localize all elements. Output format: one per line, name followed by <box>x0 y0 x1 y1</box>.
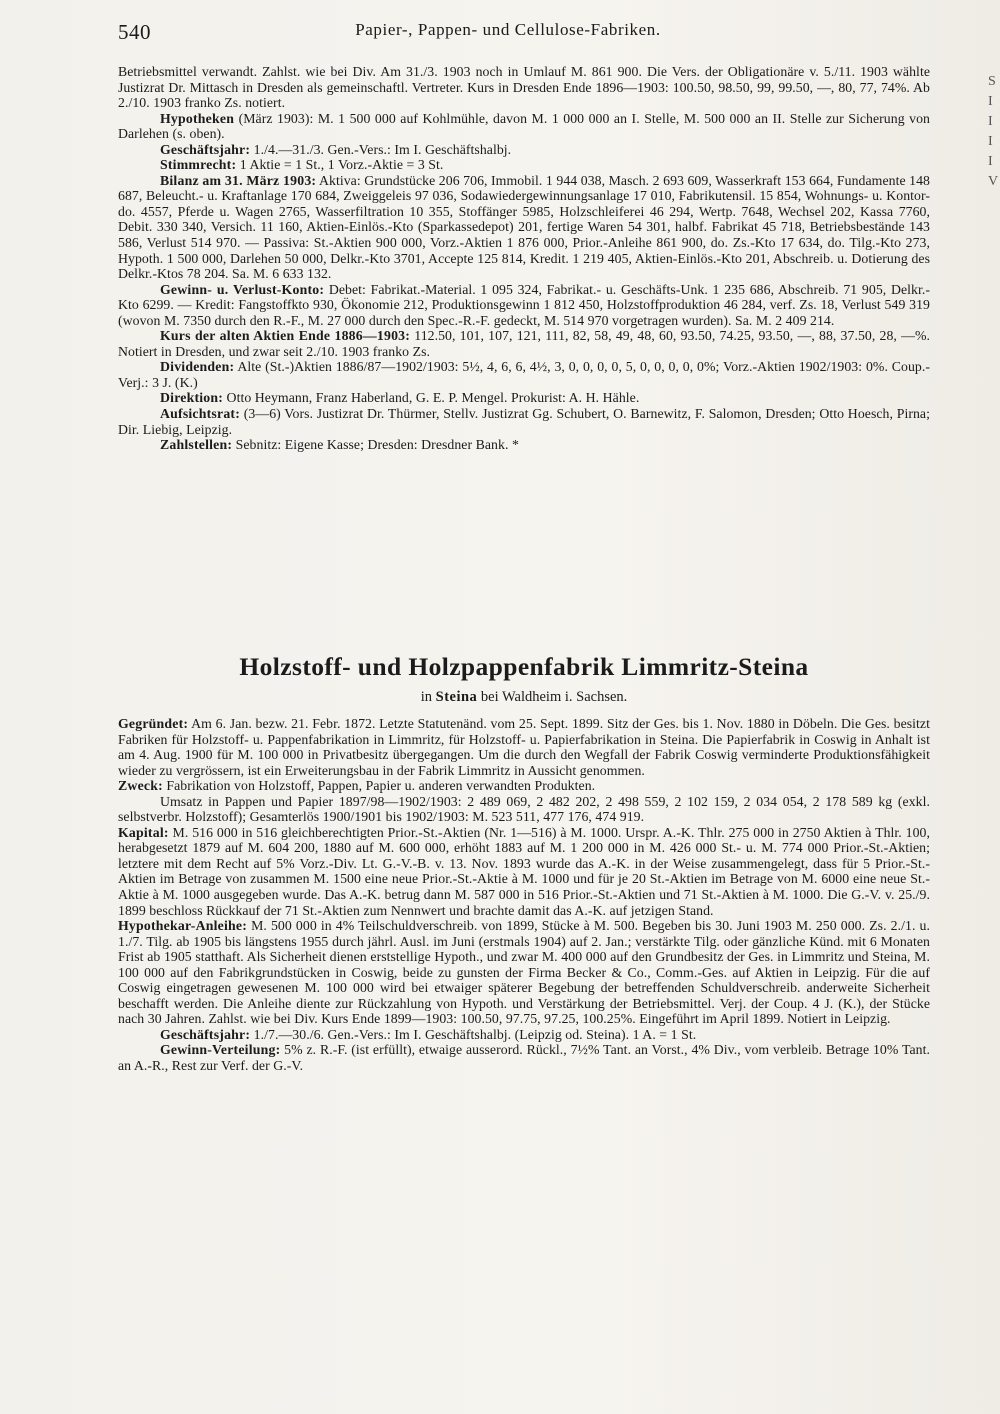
entry-paragraph-aufsichtsrat: Aufsichtsrat: (3—6) Vors. Justizrat Dr. Thürmer, Stellv. Justizrat Gg. Schubert, O. Barnewitz, F. Salomon, Dresden; Otto Hoesch, Pirna; Dir. Liebig, Leipzig. <box>118 406 930 437</box>
entry-paragraph-zahlstellen: Zahlstellen: Sebnitz: Eigene Kasse; Dresden: Dresdner Bank. * <box>160 437 519 453</box>
entry-paragraph-hypotheken: Hypotheken (März 1903): M. 1 500 000 auf Kohlmühle, davon M. 1 000 000 an I. Stelle, M. 500 000 an II. Stelle zur Sicherung von Darlehen (s. oben). <box>118 110 930 142</box>
entry-paragraph-gegruendet: Gegründet: Am 6. Jan. bezw. 21. Febr. 1872. Letzte Statutenänd. vom 25. Sept. 1899. Sitz der Ges. bis 1. Nov. 1880 in Döbeln. Die Ges. besitzt Fabriken für Holzstoff- u. Pappenfabrikation in Limmritz, für Holzstoff- u. Papierfabrikation in Steina. Die Papierfabrik in Coswig in Anhalt ist am 4. Aug. 1900 für M. 100 000 in Privatbesitz übergegangen. Um die durch den Wegfall der Fabrik Coswig verminderte Produktionsfähigkeit wieder zu vergrössern, ist ein Erweiterungsbau in der Fabrik Limmritz in Aussicht genommen. <box>118 716 930 778</box>
adjacent-page-edge <box>988 72 998 192</box>
company-title: Holzstoff- und Holzpappenfabrik Limmritz-Steina <box>239 652 809 681</box>
edge-char: I <box>988 134 993 149</box>
edge-char: V <box>988 174 999 189</box>
entry-paragraph: Betriebsmittel verwandt. Zahlst. wie bei Div. Am 31./3. 1903 noch in Umlauf M. 861 900. Die Vers. der Obligationäre v. 5./11. 1903 wählte Justizrat Dr. Mittasch in Dresden als gemeinschaftl. Vertreter. Kurs in Dresden Ende 1896—1903: 100.50, 98.50, 99, 99.50, —, 80, 77, 74%. Ab 2./10. 1903 franko Zs. notiert. <box>118 64 930 111</box>
entry-paragraph-zweck: Zweck: Fabrikation von Holzstoff, Pappen, Papier u. anderen verwandten Produkten. <box>118 778 596 794</box>
entry-paragraph-geschaeftsjahr-2: Geschäftsjahr: 1./7.—30./6. Gen.-Vers.: Im I. Geschäftshalbj. (Leipzig od. Steina). 1 A. = 1 St. <box>160 1026 697 1042</box>
company-entry-limmritz-steina <box>118 716 930 1074</box>
edge-char: I <box>988 114 993 129</box>
entry-paragraph-kurs: Kurs der alten Aktien Ende 1886—1903: 112.50, 101, 107, 121, 111, 82, 58, 49, 48, 60, 93.50, 74.25, 93.50, —, 88, 37.50, 28, —%. Notiert in Dresden, und zwar seit 2./10. 1903 franko Zs. <box>118 328 930 359</box>
entry-paragraph-hypothekar-anleihe: Hypothekar-Anleihe: M. 500 000 in 4% Teilschuldverschreib. von 1899, Stücke à M. 500. Begeben bis 30. Juni 1903 M. 250 000. Zs. 2./1. u. 1./7. Tilg. ab 1905 bis längstens 1955 durch jährl. Ausl. im Juni (erstmals 1904) auf 2. Jan.; verstärkte Tilg. oder gänzliche Künd. mit 6 Monaten Frist ab 1905 statthaft. Als Sicherheit dienen erststellige Hypoth., und zwar M. 400 000 auf den Grundbesitz der Ges. in Limmritz und Steina, M. 100 000 auf den Fabrikgrundstücken in Coswig, beide zu gunsten der Firma Becker & Co., Comm.-Ges. auf Aktien in Leipzig. Für die auf Coswig eingetragen gewesenen M. 100 000 wird bei etwaiger späterer Begebung der betreffenden Schuldverschreib. anderweite Sicherheit beschafft werden. Die Anleihe diente zur Rückzahlung von Hypoth. und Verstärkung der Betriebsmittel. Verj. der Coup. 4 J. (K.), der Stücke nach 30 Jahren. Zahlst. wie bei Div. Kurs Ende 1899—1903: 100.50, 97.75, 97.25, 100.25%. Eingeführt im April 1899. Notiert in Leipzig. <box>118 918 930 1027</box>
company-location: in Steina bei Waldheim i. Sachsen. <box>420 689 628 705</box>
entry-paragraph-dividenden: Dividenden: Alte (St.-)Aktien 1886/87—1902/1903: 5½, 4, 6, 6, 4½, 3, 0, 0, 0, 0, 5, 0, 0, 0, 0, 0%; Vorz.-Aktien 1902/1903: 0%. Coup.-Verj.: 3 J. (K.) <box>118 359 930 390</box>
entry-paragraph-direktion: Direktion: Otto Heymann, Franz Haberland, G. E. P. Mengel. Prokurist: A. H. Hähle. <box>160 390 640 406</box>
edge-char: I <box>988 94 993 109</box>
entry-paragraph-gewinn-verteilung: Gewinn-Verteilung: 5% z. R.-F. (ist erfüllt), etwaige ausserord. Rückl., 7½% Tant. an Vorst., 4% Div., vom verbleib. Betrage 10% Tant. an A.-R., Rest zur Verf. der G.-V. <box>118 1042 930 1074</box>
page-header <box>118 20 898 50</box>
entry-paragraph-bilanz: Bilanz am 31. März 1903: Aktiva: Grundstücke 206 706, Immobil. 1 944 038, Masch. 2 693 609, Wasserkraft 153 664, Fundamente 148 687, Beleucht.- u. Kraftanlage 170 684, Zweiggeleis 97 036, Sodawiedergewinnungsanlage 17 010, Fabrikutensil. 15 854, Wohnungs- u. Kontor-do. 4557, Pferde u. Wagen 2765, Wasserfiltration 10 355, Stoffänger 5985, Holzschleiferei 46 294, Wertp. 7648, Wechsel 202, Kassa 7760, Debit. 330 340, Versich. 11 160, Aktien-Einlös.-Kto (Sparkassedepot) 201, fertige Waren 54 301, halbf. Fabrikat 45 718, Betriebsbestände 143 586, Verlust 514 970. — Passiva: St.-Aktien 900 000, Vorz.-Aktien 1 876 000, Prior.-Anleihe 861 900, do. Zs.-Kto 17 634, do. Tilg.-Kto 273, Hypoth. 1 500 000, Darlehen 50 000, Delkr.-Kto 3701, Accepte 125 814, Kredit. 1 219 405, Aktien-Einlös.-Kto 201, Abschreib. u. Dotierung des Delkr.-Ktos 78 204. Sa. M. 6 633 132. <box>118 172 930 282</box>
continued-company-entry <box>118 64 930 453</box>
entry-paragraph-stimmrecht: Stimmrecht: 1 Aktie = 1 St., 1 Vorz.-Aktie = 3 St. <box>160 157 444 173</box>
entry-paragraph-geschaeftsjahr: Geschäftsjahr: 1./4.—31./3. Gen.-Vers.: Im I. Geschäftshalbj. <box>160 141 512 157</box>
entry-paragraph-umsatz: Umsatz in Pappen und Papier 1897/98—1902/1903: 2 489 069, 2 482 202, 2 498 559, 2 102 159, 2 034 054, 2 178 589 kg (exkl. selbstverbr. Holzstoff); Gesamterlös 1900/1901 bis 1902/1903: M. 523 511, 477 176, 474 919. <box>118 793 930 825</box>
edge-char: S <box>988 74 996 89</box>
entry-paragraph-gewinn-verlust: Gewinn- u. Verlust-Konto: Debet: Fabrikat.-Material. 1 095 324, Fabrikat.- u. Geschäfts-Unk. 1 235 686, Abschreib. 71 905, Delkr.-Kto 6299. — Kredit: Fangstoffkto 930, Ökonomie 212, Produktionsgewinn 1 812 450, Holzstoffproduktion 46 284, verf. Zs. 18, Verlust 549 319 (wovon M. 7350 durch den R.-F., M. 27 000 durch den Spec.-R.-F. gedeckt, M. 514 970 vorgetragen wurden). Sa. M. 2 409 214. <box>118 281 930 328</box>
page-number: 540 <box>118 20 151 44</box>
running-title: Papier-, Pappen- und Cellulose-Fabriken. <box>355 20 661 39</box>
edge-char: I <box>988 154 993 169</box>
entry-paragraph-kapital: Kapital: M. 516 000 in 516 gleichberechtigten Prior.-St.-Aktien (Nr. 1—516) à M. 1000. Urspr. A.-K. Thlr. 275 000 in 2750 Aktien à Thlr. 100, herabgesetzt 1879 auf M. 604 200, 1880 auf M. 600 000, erhöht 1883 auf M. 1 200 000 in M. 426 000 St.- u. M. 774 000 Prior.-St.-Aktien; letztere mit dem Recht auf 5% Vorz.-Div. Lt. G.-V.-B. v. 13. Nov. 1893 wurde das A.-K. in der Weise zusammengelegt, dass für 5 Prior.-St.-Aktien im Betrage von zusammen M. 1500 eine neue Prior.-St.-Aktie à M. 1000 und für je 20 St.-Aktien im Betrage von M. 6000 eine neue St.-Aktie à M. 1000 ausgegeben wurde. Das A.-K. betrug dann M. 587 000 in 516 Prior.-St.-Aktien und 71 St.-Aktien à M. 1000. Die G.-V. v. 25./9. 1899 beschloss Rückkauf der 71 St.-Aktien zum Nennwert und brachte damit das A.-K. auf jetzigen Stand. <box>118 824 930 918</box>
